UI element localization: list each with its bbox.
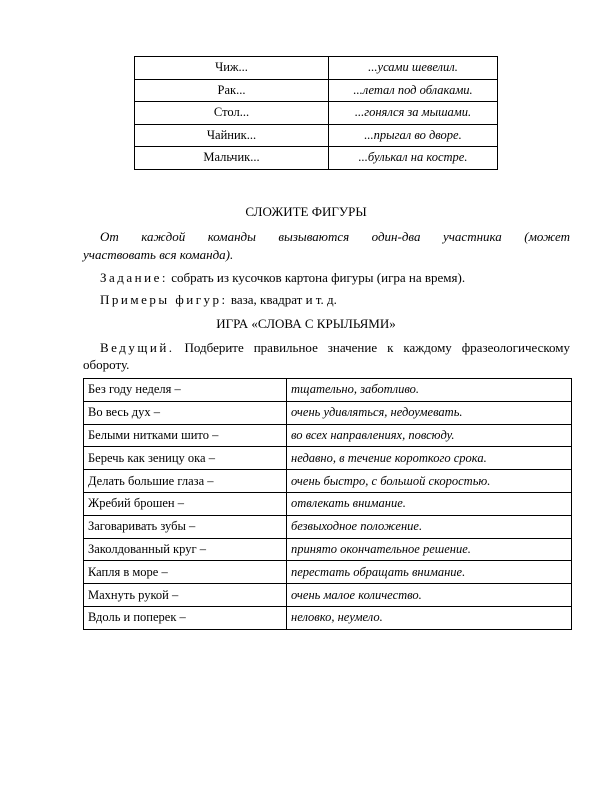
shapes-intro-line-1: От каждой команды вызываются один-два участника (может xyxy=(100,229,570,244)
table-cell-idiom: Жребий брошен – xyxy=(84,492,287,515)
table-cell-subject: Чайник... xyxy=(135,124,329,147)
task-text: собрать из кусочков картона фигуры (игра на время). xyxy=(167,270,466,285)
examples-text: ваза, квадрат и т. д. xyxy=(227,292,337,307)
table-row xyxy=(84,424,572,447)
table-row xyxy=(84,538,572,561)
table-cell-meaning: недавно, в течение короткого срока. xyxy=(287,447,572,470)
table-cell-meaning: безвыходное положение. xyxy=(287,515,572,538)
table-cell-predicate: ...гонялся за мышами. xyxy=(329,102,498,125)
shapes-examples xyxy=(100,292,337,308)
table-row xyxy=(84,606,572,629)
table-cell-idiom: Заговаривать зубы – xyxy=(84,515,287,538)
table-cell-subject: Чиж... xyxy=(135,57,329,80)
table-cell-meaning: очень удивляться, недоумевать. xyxy=(287,401,572,424)
table-cell-predicate: ...усами шевелил. xyxy=(329,57,498,80)
table-row xyxy=(135,147,498,170)
table-cell-idiom: Белыми нитками шито – xyxy=(84,424,287,447)
section-title-shapes: СЛОЖИТЕ ФИГУРЫ xyxy=(245,204,367,219)
table-row xyxy=(84,401,572,424)
table-row xyxy=(84,515,572,538)
table-cell-predicate: ...летал под облаками. xyxy=(329,79,498,102)
host-label: Ведущий. xyxy=(100,340,175,355)
table-cell-predicate: ...булькал на костре. xyxy=(329,147,498,170)
table-cell-meaning: очень быстро, с большой скоростью. xyxy=(287,470,572,493)
table-row xyxy=(84,470,572,493)
host-text: Подберите правильное значение к каждому фразеологическому xyxy=(174,340,570,355)
table-cell-idiom: Махнуть рукой – xyxy=(84,584,287,607)
table-cell-idiom: Делать большие глаза – xyxy=(84,470,287,493)
table-cell-meaning: неловко, неумело. xyxy=(287,606,572,629)
table-row xyxy=(135,102,498,125)
table-row xyxy=(84,561,572,584)
table-cell-idiom: Беречь как зеницу ока – xyxy=(84,447,287,470)
table-cell-meaning: во всех направлениях, повсюду. xyxy=(287,424,572,447)
table-cell-idiom: Вдоль и поперек – xyxy=(84,606,287,629)
table-cell-subject: Стол... xyxy=(135,102,329,125)
host-instruction-line-1 xyxy=(100,340,570,356)
table-cell-meaning: отвлекать внимание. xyxy=(287,492,572,515)
table-row xyxy=(135,124,498,147)
table-cell-meaning: перестать обращать внимание. xyxy=(287,561,572,584)
table-cell-meaning: принято окончательное решение. xyxy=(287,538,572,561)
table-cell-idiom: Без году неделя – xyxy=(84,379,287,402)
table-row xyxy=(84,492,572,515)
host-instruction-line-2: обороту. xyxy=(83,357,130,372)
table-cell-idiom: Заколдованный круг – xyxy=(84,538,287,561)
table-cell-idiom: Во весь дух – xyxy=(84,401,287,424)
matching-table-phrases xyxy=(134,56,498,170)
table-row xyxy=(135,79,498,102)
table-cell-subject: Мальчик... xyxy=(135,147,329,170)
table-cell-meaning: очень малое количество. xyxy=(287,584,572,607)
table-row xyxy=(84,379,572,402)
section-title-winged-words: ИГРА «СЛОВА С КРЫЛЬЯМИ» xyxy=(216,316,396,331)
table-row xyxy=(84,447,572,470)
table-row xyxy=(84,584,572,607)
table-cell-meaning: тщательно, заботливо. xyxy=(287,379,572,402)
table-cell-idiom: Капля в море – xyxy=(84,561,287,584)
task-label: Задание: xyxy=(100,270,168,285)
table-row xyxy=(135,57,498,80)
table-cell-predicate: ...прыгал во дворе. xyxy=(329,124,498,147)
table-cell-subject: Рак... xyxy=(135,79,329,102)
matching-table-idioms xyxy=(83,378,572,630)
shapes-intro-line-2: участвовать вся команда). xyxy=(83,247,234,262)
shapes-task xyxy=(100,270,465,286)
examples-label: Примеры фигур: xyxy=(100,292,228,307)
